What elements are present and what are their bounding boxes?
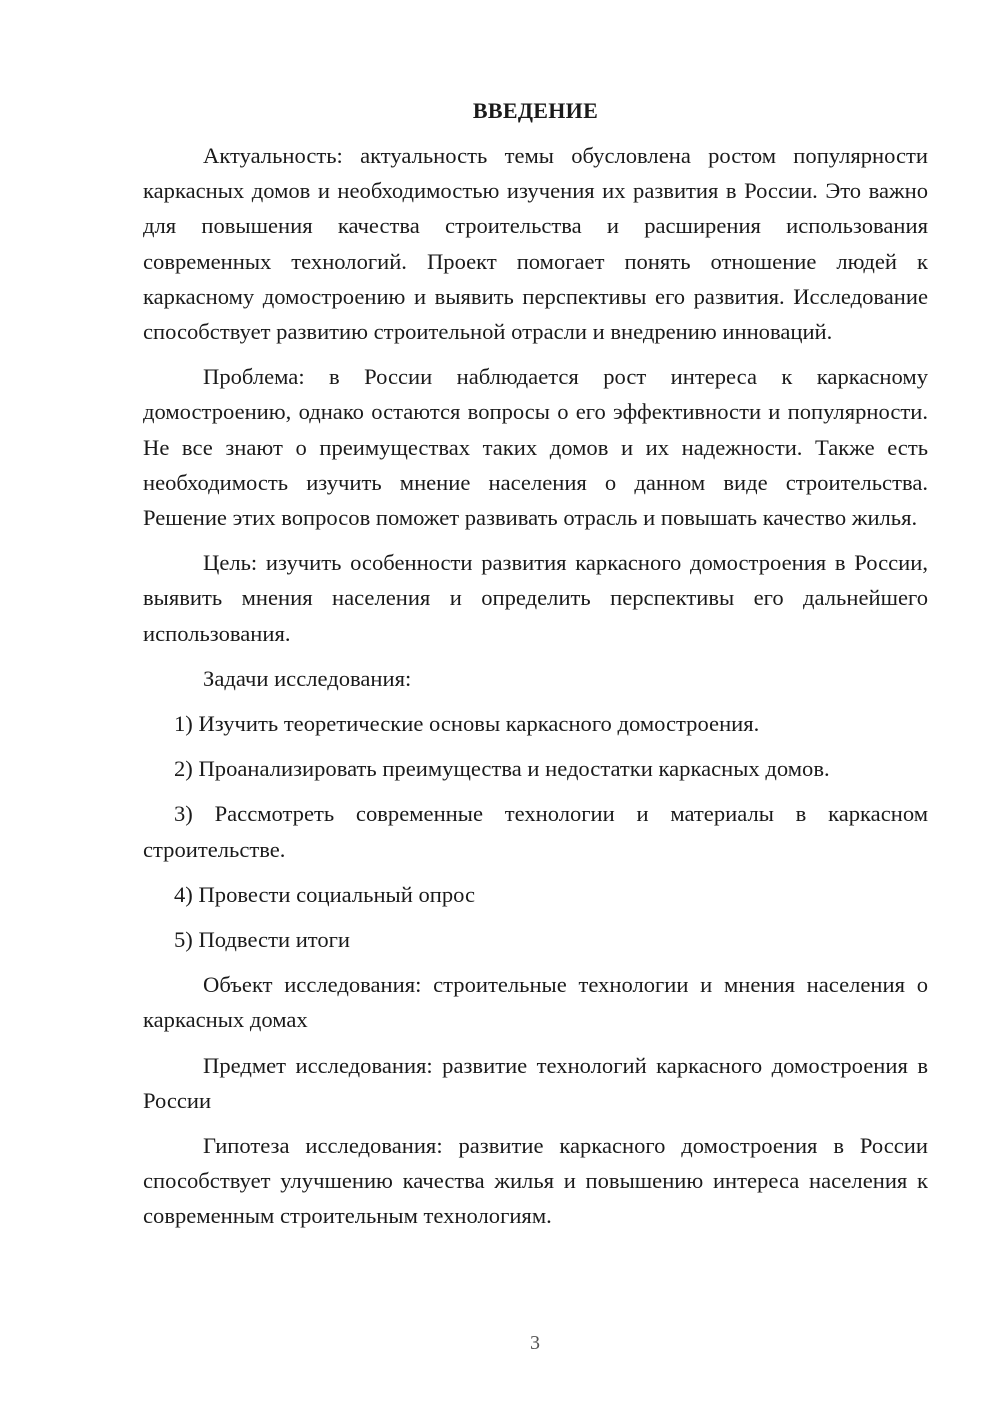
tasks-heading: Задачи исследования: — [203, 665, 412, 691]
object-paragraph: Объект исследования: строительные технологии и мнения населения о каркасных домах — [143, 972, 928, 1033]
task-item: 1) Изучить теоретические основы каркасного домостроения. — [174, 711, 760, 737]
page-number: 3 — [530, 1332, 540, 1354]
section-title: ВВЕДЕНИЕ — [472, 98, 599, 123]
page-content — [143, 92, 928, 1244]
problem-paragraph: Проблема: в России наблюдается рост интереса к каркасному домостроению, однако остаются вопросы о его эффективности и популярности. Не все знают о преимуществах таких домов и их надежности. Также есть необходимость изучить мнение населения о данном виде строительства. Решение этих вопросов поможет развивать отрасль и повышать качество жилья. — [143, 364, 928, 531]
hypothesis-paragraph: Гипотеза исследования: развитие каркасного домостроения в России способствует улучшению качества жилья и повышению интереса населения к современным строительным технологиям. — [143, 1133, 928, 1229]
subject-paragraph: Предмет исследования: развитие технологий каркасного домостроения в России — [143, 1052, 928, 1113]
task-item: 4) Провести социальный опрос — [174, 881, 476, 907]
relevance-paragraph: Актуальность: актуальность темы обусловлена ростом популярности каркасных домов и необходимостью изучения их развития в России. Это важно для повышения качества строительства и расширения использования современных технологий. Проект помогает понять отношение людей к каркасному домостроению и выявить перспективы его развития. Исследование способствует развитию строительной отрасли и внедрению инноваций. — [143, 143, 928, 345]
task-item: 3) Рассмотреть современные технологии и материалы в каркасном строительстве. — [143, 801, 928, 862]
goal-paragraph: Цель: изучить особенности развития каркасного домостроения в России, выявить мнения населения и определить перспективы его дальнейшего использования. — [143, 550, 928, 646]
task-item: 2) Проанализировать преимущества и недостатки каркасных домов. — [174, 756, 830, 782]
task-item: 5) Подвести итоги — [174, 927, 351, 953]
